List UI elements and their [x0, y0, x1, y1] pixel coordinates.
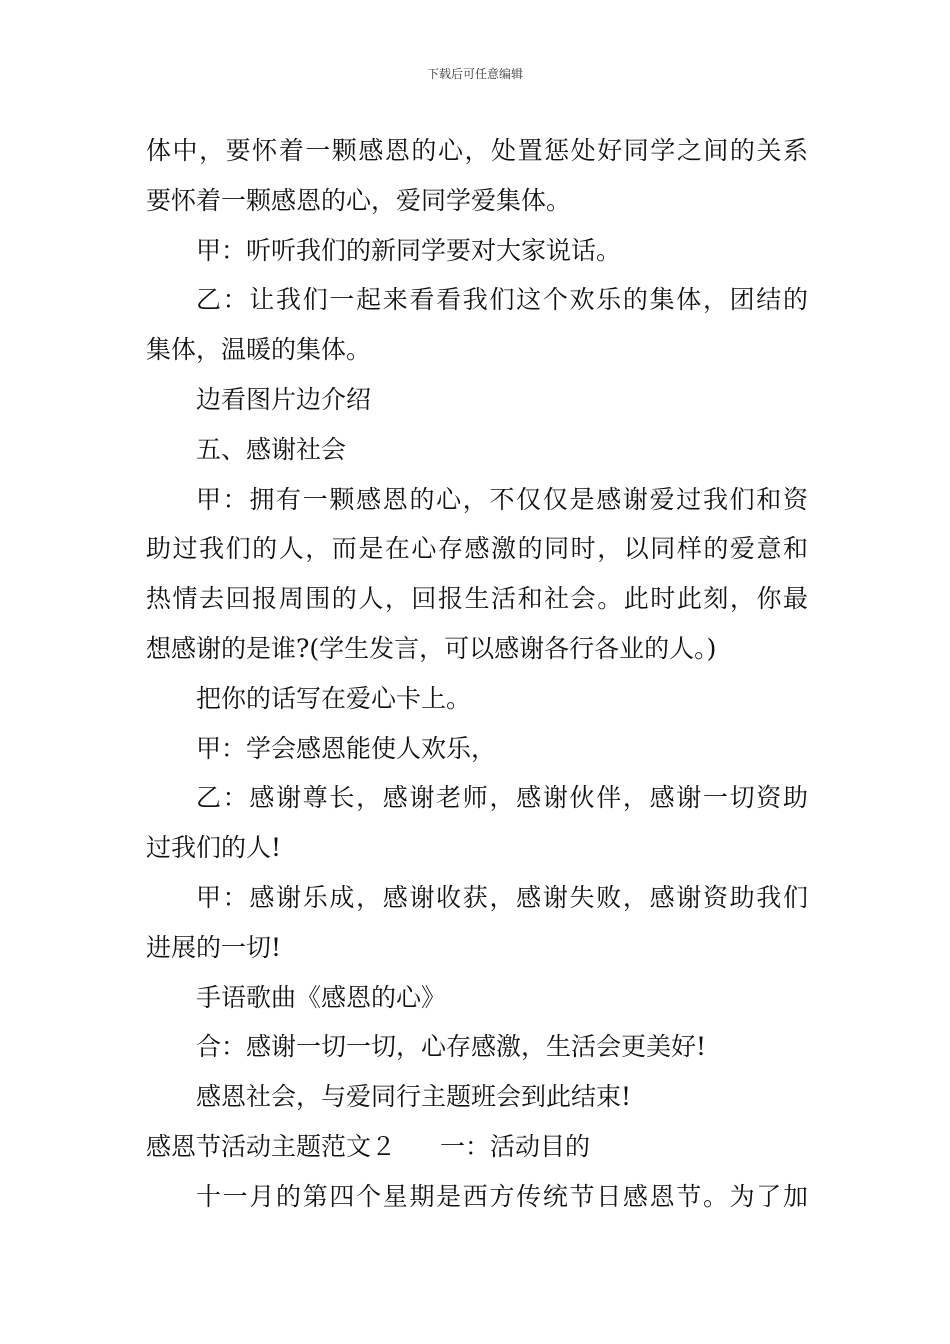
document-body: [146, 126, 808, 1222]
text-line: 过我们的人!: [146, 833, 282, 863]
text-line: 热情去回报周围的人，回报生活和社会。此时此刻，你最: [146, 584, 808, 614]
text-line: 想感谢的是谁?(学生发言，可以感谢各行各业的人。): [146, 633, 717, 663]
section-subheading: 一：活动目的: [440, 1131, 591, 1161]
text-line: 要怀着一颗感恩的心，爱同学爱集体。: [146, 185, 572, 215]
text-line: 体中，要怀着一颗感恩的心，处置惩处好同学之间的关系: [146, 136, 808, 165]
text-line: 十一月的第四个星期是西方传统节日感恩节。为了加: [196, 1181, 808, 1211]
text-line: 手语歌曲《感恩的心》: [196, 982, 447, 1012]
text-line: 乙：让我们一起来看看我们这个欢乐的集体，团结的: [196, 285, 808, 315]
page-header: 下载后可任意编辑: [426, 67, 523, 81]
text-line: 甲：听听我们的新同学要对大家说话。: [196, 235, 622, 265]
section-title: 感恩节活动主题范文２: [146, 1131, 397, 1161]
section-heading: 五、感谢社会: [196, 434, 347, 464]
section-title-line: [146, 1122, 808, 1172]
text-line: 甲：拥有一颗感恩的心，不仅仅是感谢爱过我们和资: [196, 484, 808, 514]
text-line: 边看图片边介绍: [196, 384, 372, 414]
text-line: 乙：感谢尊长，感谢老师，感谢伙伴，感谢一切资助: [196, 783, 808, 813]
text-line: 把你的话写在爱心卡上。: [196, 683, 472, 713]
text-line: 进展的一切!: [146, 932, 282, 962]
text-line: 集体，温暖的集体。: [146, 335, 372, 365]
text-line: 合：感谢一切一切，心存感激，生活会更美好!: [196, 1032, 707, 1062]
text-line: 甲：学会感恩能使人欢乐，: [196, 733, 497, 763]
text-line: 助过我们的人，而是在心存感激的同时，以同样的爱意和: [146, 534, 808, 564]
text-line: 甲：感谢乐成，感谢收获，感谢失败，感谢资助我们: [196, 882, 808, 912]
text-line: 感恩社会，与爱同行主题班会到此结束!: [196, 1082, 632, 1112]
